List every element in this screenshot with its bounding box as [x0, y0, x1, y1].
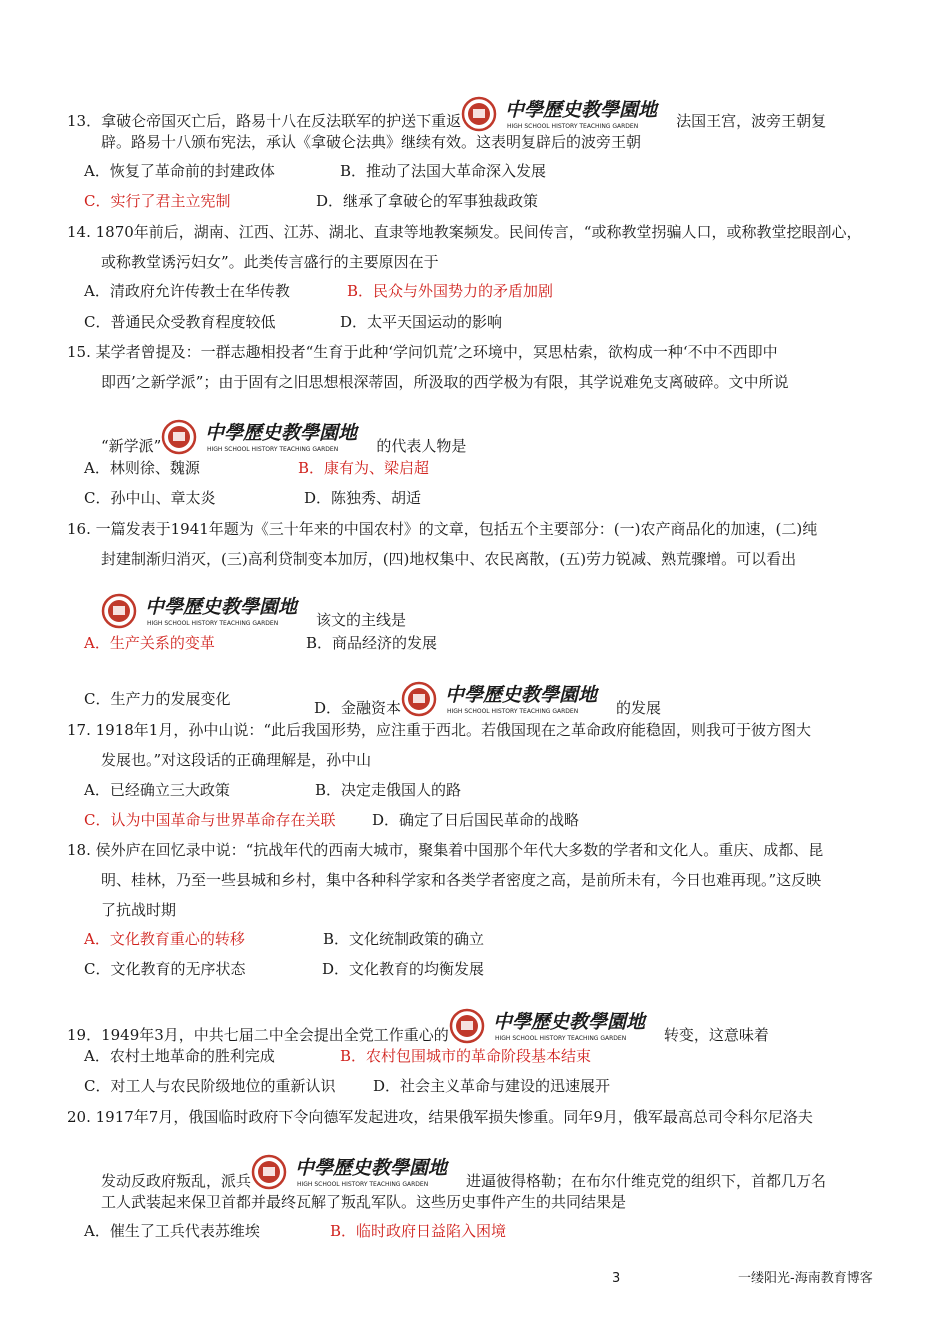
page-number: 3 — [612, 1271, 621, 1286]
q16-option-c: C．生产力的发展变化 — [84, 690, 231, 708]
q19-option-a: A．农村土地革命的胜利完成 — [84, 1047, 275, 1065]
q18-line2: 明、桂林，乃至一些县城和乡村，集中各种科学家和各类学者密度之高，是前所未有，今日也难再现。”这反映 — [101, 871, 822, 889]
q15-option-d: D．陈独秀、胡适 — [304, 489, 422, 507]
q18-option-c: C．文化教育的无序状态 — [84, 960, 246, 978]
q17-line1: 17. 1918年1月，孙中山说：“此后我国形势，应注重于西北。若俄国现在之革命政府能稳固，则我可于彼方图大 — [67, 721, 812, 739]
svg-text:中學歷史教學園地: 中學歷史教學園地 — [145, 596, 298, 618]
svg-text:HIGH SCHOOL HISTORY TEACHING G: HIGH SCHOOL HISTORY TEACHING GARDEN — [447, 708, 579, 715]
svg-text:HIGH SCHOOL HISTORY TEACHING G: HIGH SCHOOL HISTORY TEACHING GARDEN — [507, 123, 639, 130]
q18-line1: 18. 侯外庐在回忆录中说：“抗战年代的西南大城市，聚集着中国那个年代大多数的学者和文化人。重庆、成都、昆 — [67, 841, 824, 859]
q16-option-b: B．商品经济的发展 — [306, 634, 438, 652]
q15-option-a: A．林则徐、魏源 — [84, 459, 200, 477]
svg-text:中學歷史教學園地: 中學歷史教學園地 — [205, 422, 358, 444]
svg-text:中學歷史教學園地: 中學歷史教學園地 — [295, 1157, 448, 1179]
watermark-logo — [161, 417, 376, 457]
q18-option-b: B．文化统制政策的确立 — [323, 930, 485, 948]
q16-option-a: A．生产关系的变革 — [84, 634, 215, 652]
q20-line2: 发动反政府叛乱，派兵 中學歷史教學園地 HIGH SCHOOL HISTORY TEACHING GARDEN 进逼彼得格勒；在布尔什维克党的组织下，首都几万名 — [101, 1162, 826, 1202]
watermark-logo — [461, 94, 676, 134]
q19-option-d: D．社会主义革命与建设的迅速展开 — [373, 1077, 611, 1095]
q16-option-d: D．金融资本 中學歷史教學園地 HIGH SCHOOL HISTORY TEACHING GARDEN 的发展 — [314, 689, 661, 729]
svg-text:HIGH SCHOOL HISTORY TEACHING G: HIGH SCHOOL HISTORY TEACHING GARDEN — [207, 446, 339, 453]
q15-option-b: B．康有为、梁启超 — [298, 459, 430, 477]
q17-option-d: D．确定了日后国民革命的战略 — [372, 811, 580, 829]
q18-option-d: D．文化教育的均衡发展 — [322, 960, 485, 978]
watermark-logo — [101, 591, 316, 631]
svg-text:HIGH SCHOOL HISTORY TEACHING G: HIGH SCHOOL HISTORY TEACHING GARDEN — [147, 620, 279, 627]
q17-line2: 发展也。”对这段话的正确理解是，孙中山 — [101, 751, 372, 769]
svg-text:HIGH SCHOOL HISTORY TEACHING G: HIGH SCHOOL HISTORY TEACHING GARDEN — [494, 1035, 626, 1042]
q14-line1: 14. 1870年前后，湖南、江西、江苏、湖北、直隶等地教案频发。民间传言，“或称教堂拐骗人口，或称教堂挖眼剖心， — [67, 223, 862, 241]
q14-option-a: A．清政府允许传教士在华传教 — [84, 282, 290, 300]
svg-text:中學歷史教學園地: 中學歷史教學園地 — [492, 1011, 645, 1033]
q20-line1: 20. 1917年7月，俄国临时政府下令向德军发起进攻，结果俄军损失惨重。同年9月，俄军最高总司令科尔尼洛夫 — [67, 1108, 813, 1126]
q13-line1: 13．拿破仑帝国灭亡后，路易十八在反法联军的护送下重返 中學歷史教學園地 HIGH SCHOOL HISTORY TEACHING GARDEN 法国王宫，波旁王朝复 — [67, 102, 826, 142]
q13-option-d: D．继承了拿破仑的军事独裁政策 — [316, 192, 539, 210]
q14-option-d: D．太平天国运动的影响 — [340, 313, 503, 331]
q20-option-a: A．催生了工兵代表苏维埃 — [84, 1222, 260, 1240]
q17-option-c: C．认为中国革命与世界革命存在关联 — [84, 811, 336, 829]
q18-line3: 了抗战时期 — [101, 901, 177, 919]
q16-line2: 封建制渐归消灭，(三)高利贷制变本加厉，(四)地权集中、农民离散，(五)劳力锐减、熟荒骤增。可以看出 — [101, 550, 797, 568]
svg-text:中學歷史教學園地: 中學歷史教學園地 — [445, 684, 598, 706]
q13-option-b: B．推动了法国大革命深入发展 — [340, 162, 547, 180]
q15-option-c: C．孙中山、章太炎 — [84, 489, 216, 507]
q17-option-b: B．决定走俄国人的路 — [315, 781, 462, 799]
watermark-logo — [251, 1152, 466, 1192]
q16-line3: 中學歷史教學園地 HIGH SCHOOL HISTORY TEACHING GARDEN 该文的主线是 — [101, 601, 406, 641]
q15-line3: “新学派” 中學歷史教學園地 HIGH SCHOOL HISTORY TEACHING GARDEN 的代表人物是 — [101, 427, 466, 467]
footer-source: 一缕阳光-海南教育博客 — [738, 1271, 873, 1286]
q19-option-b: B．农村包围城市的革命阶段基本结束 — [340, 1047, 592, 1065]
q20-option-b: B．临时政府日益陷入困境 — [330, 1222, 507, 1240]
q13-option-c: C．实行了君主立宪制 — [84, 192, 231, 210]
q16-line1: 16. 一篇发表于1941年题为《三十年来的中国农村》的文章，包括五个主要部分：(一)农产商品化的加速，(二)纯 — [67, 520, 818, 538]
watermark-logo — [449, 1006, 664, 1046]
q15-line1: 15. 某学者曾提及：一群志趣相投者“生育于此种‘学问饥荒’之环境中，冥思枯索，欲构成一种‘不中不西即中 — [67, 343, 778, 361]
q14-line2: 或称教堂诱污妇女”。此类传言盛行的主要原因在于 — [101, 253, 439, 271]
q14-option-c: C．普通民众受教育程度较低 — [84, 313, 276, 331]
q18-option-a: A．文化教育重心的转移 — [84, 930, 245, 948]
q13-line2: 辟。路易十八颁布宪法，承认《拿破仑法典》继续有效。这表明复辟后的波旁王朝 — [101, 133, 642, 151]
svg-text:HIGH SCHOOL HISTORY TEACHING G: HIGH SCHOOL HISTORY TEACHING GARDEN — [297, 1181, 429, 1188]
q14-option-b: B．民众与外国势力的矛盾加剧 — [347, 282, 554, 300]
q15-line2: 即西’之新学派”；由于固有之旧思想根深蒂固，所汲取的西学极为有限，其学说难免支离破碎。文中所说 — [101, 373, 789, 391]
q19-line1: 19．1949年3月，中共七届二中全会提出全党工作重心的 中學歷史教學園地 HIGH SCHOOL HISTORY TEACHING GARDEN 转变，这意味着 — [67, 1016, 769, 1056]
svg-text:中學歷史教學園地: 中學歷史教學園地 — [505, 99, 658, 121]
q17-option-a: A．已经确立三大政策 — [84, 781, 230, 799]
q19-option-c: C．对工人与农民阶级地位的重新认识 — [84, 1077, 336, 1095]
watermark-logo — [401, 679, 616, 719]
q13-option-a: A．恢复了革命前的封建政体 — [84, 162, 275, 180]
q20-line3: 工人武装起来保卫首都并最终瓦解了叛乱军队。这些历史事件产生的共同结果是 — [101, 1193, 627, 1211]
